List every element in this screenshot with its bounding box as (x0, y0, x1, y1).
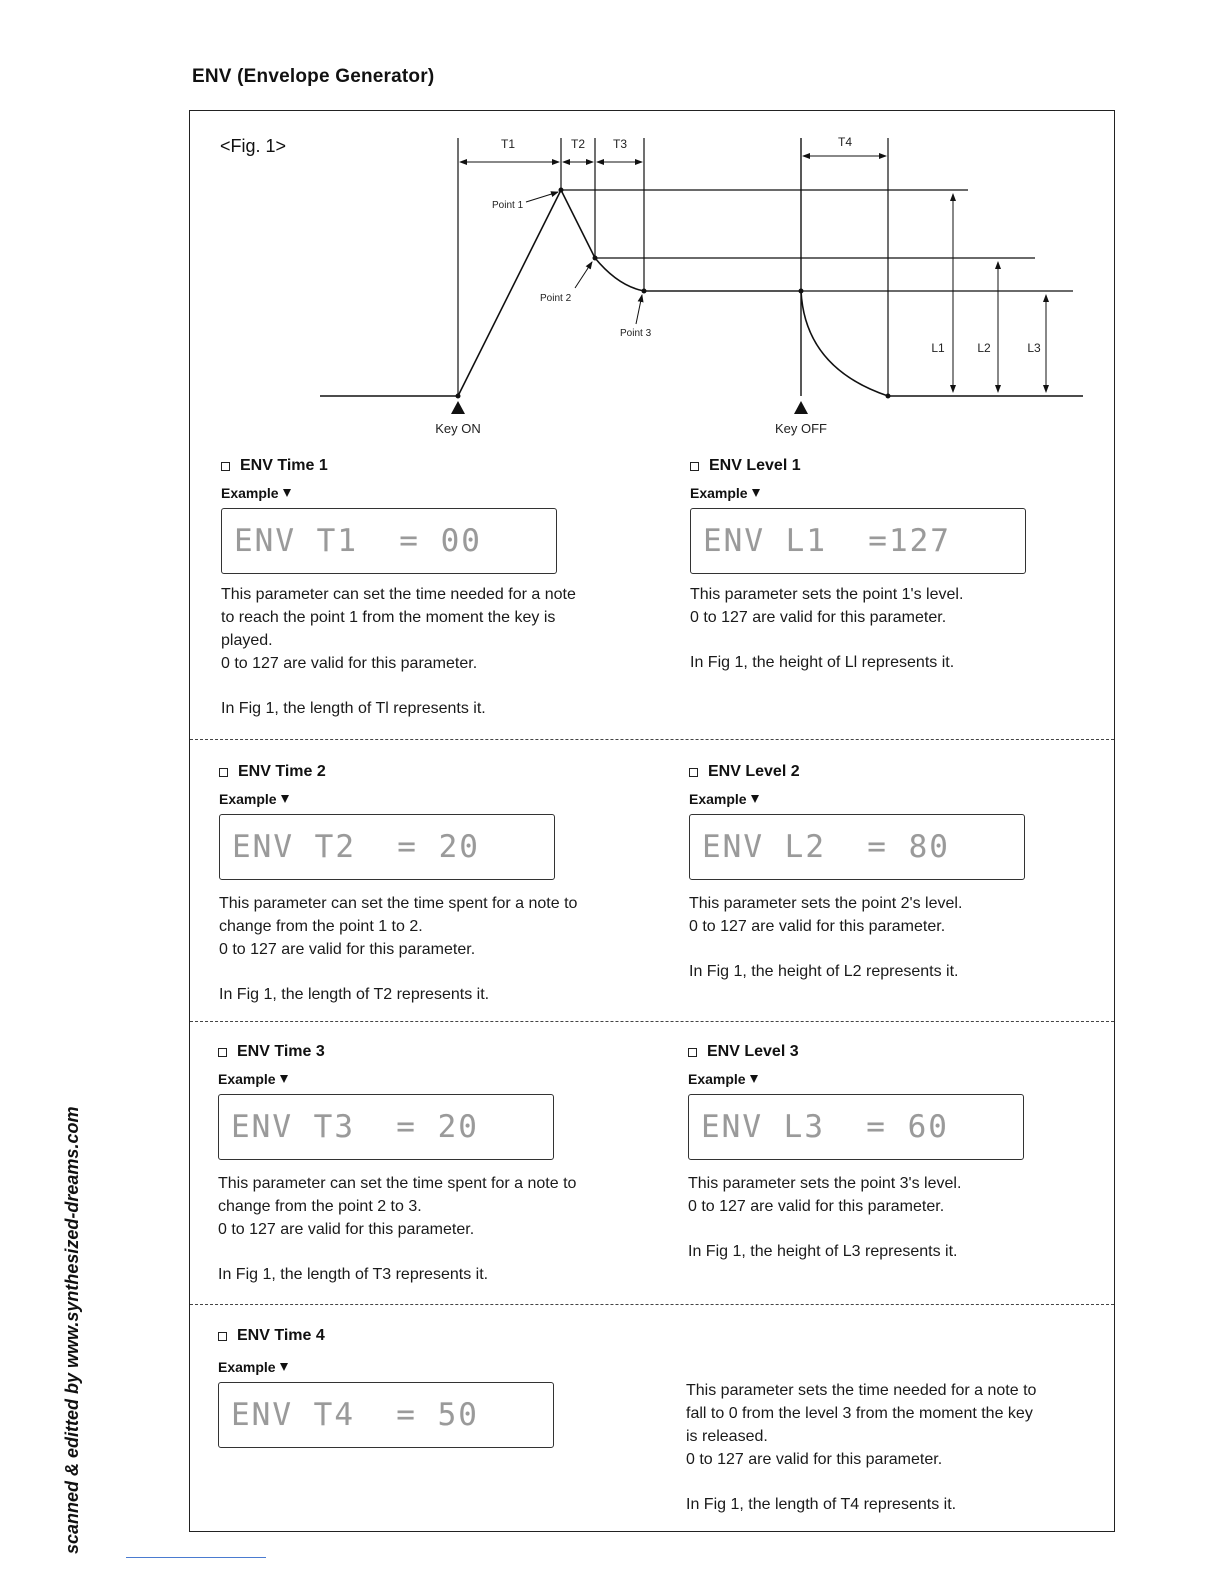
checkbox-icon (219, 768, 228, 777)
label-t2: T2 (570, 137, 586, 151)
section-divider (190, 1304, 1114, 1305)
section-env-time-4-description: This parameter sets the time needed for a note to fall to 0 from the level 3 from the moment the key is released. 0 to 127 are valid for this parameter. In Fig 1, the length of T4 represents it. (686, 1379, 1106, 1516)
down-triangle-icon (283, 489, 291, 497)
section-env-time-4 (218, 1327, 554, 1448)
lcd-display: ENV L3 = 60 (688, 1094, 1024, 1160)
label-point3: Point 3 (620, 328, 652, 339)
checkbox-icon (221, 462, 230, 471)
section-divider (190, 739, 1114, 740)
section-env-level-3 (688, 1043, 1098, 1263)
example-label: Example (219, 791, 277, 807)
checkbox-icon (688, 1048, 697, 1057)
figure-reference: In Fig 1, the length of Tl represents it. (221, 700, 486, 717)
description: This parameter sets the point 3's level. 0 to 127 are valid for this parameter. In Fig 1, the height of L3 represents it. (688, 1172, 1098, 1263)
down-triangle-icon (752, 489, 760, 497)
down-triangle-icon (280, 1363, 288, 1371)
key-on-label: Key ON (435, 421, 481, 436)
description: This parameter can set the time needed for a note to reach the point 1 from the moment the key is played. 0 to 127 are valid for this parameter. In Fig 1, the length of Tl represents it. (221, 583, 631, 720)
checkbox-icon (218, 1332, 227, 1341)
figure-reference: In Fig 1, the length of T3 represents it. (218, 1266, 489, 1283)
lcd-display: ENV T1 = 00 (221, 508, 557, 574)
figure-reference: In Fig 1, the length of T2 represents it. (219, 986, 490, 1003)
section-env-level-2 (689, 763, 1099, 983)
section-env-time-2 (219, 763, 629, 1006)
key-off-label: Key OFF (774, 421, 828, 436)
example-label: Example (688, 1071, 746, 1087)
figure-label: <Fig. 1> (220, 136, 287, 156)
lcd-display: ENV L1 =127 (690, 508, 1026, 574)
section-title: ENV Level 1 (709, 457, 801, 474)
example-label: Example (218, 1071, 276, 1087)
section-divider (190, 1021, 1114, 1022)
down-triangle-icon (280, 1075, 288, 1083)
figure-reference: In Fig 1, the height of L3 represents it. (688, 1243, 958, 1260)
label-t4: T4 (837, 135, 853, 149)
checkbox-icon (689, 768, 698, 777)
down-triangle-icon (281, 795, 289, 803)
figure-reference: In Fig 1, the height of L2 represents it. (689, 963, 959, 980)
section-env-level-1 (690, 457, 1100, 674)
description: This parameter sets the point 2's level. 0 to 127 are valid for this parameter. In Fig 1, the height of L2 represents it. (689, 892, 1099, 983)
label-l1: L1 (931, 341, 945, 355)
description: This parameter can set the time spent for a note to change from the point 1 to 2. 0 to 127 are valid for this parameter. In Fig 1, the length of T2 represents it. (219, 892, 629, 1006)
down-triangle-icon (751, 795, 759, 803)
description: This parameter sets the point 1's level. 0 to 127 are valid for this parameter. In Fig 1, the height of Ll represents it. (690, 583, 1100, 674)
label-l3: L3 (1027, 341, 1041, 355)
example-label: Example (690, 485, 748, 501)
figure-reference: In Fig 1, the height of Ll represents it. (690, 654, 955, 671)
section-title: ENV Level 2 (708, 763, 800, 780)
example-label: Example (218, 1359, 276, 1375)
section-title: ENV Time 2 (238, 763, 326, 780)
down-triangle-icon (750, 1075, 758, 1083)
label-l2: L2 (977, 341, 991, 355)
label-point1: Point 1 (492, 200, 524, 211)
section-title: ENV Time 3 (237, 1043, 325, 1060)
lcd-display: ENV T3 = 20 (218, 1094, 554, 1160)
section-title: ENV Time 4 (237, 1327, 325, 1344)
figure-reference: In Fig 1, the length of T4 represents it. (686, 1496, 957, 1513)
label-t1: T1 (500, 137, 516, 151)
example-label: Example (689, 791, 747, 807)
envelope-diagram (300, 128, 1100, 440)
section-env-time-3 (218, 1043, 628, 1286)
section-env-time-1 (221, 457, 631, 720)
lcd-display: ENV L2 = 80 (689, 814, 1025, 880)
section-title: ENV Level 3 (707, 1043, 799, 1060)
label-t3: T3 (612, 137, 628, 151)
checkbox-icon (690, 462, 699, 471)
section-title: ENV Time 1 (240, 457, 328, 474)
lcd-display: ENV T2 = 20 (219, 814, 555, 880)
label-point2: Point 2 (540, 293, 572, 304)
footer-line (126, 1557, 266, 1558)
page-title: ENV (Envelope Generator) (192, 66, 435, 87)
scan-credit: scanned & editted by www.synthesized-dreams.com (62, 1106, 82, 1554)
example-label: Example (221, 485, 279, 501)
lcd-display: ENV T4 = 50 (218, 1382, 554, 1448)
checkbox-icon (218, 1048, 227, 1057)
description: This parameter can set the time spent for a note to change from the point 2 to 3. 0 to 127 are valid for this parameter. In Fig 1, the length of T3 represents it. (218, 1172, 628, 1286)
